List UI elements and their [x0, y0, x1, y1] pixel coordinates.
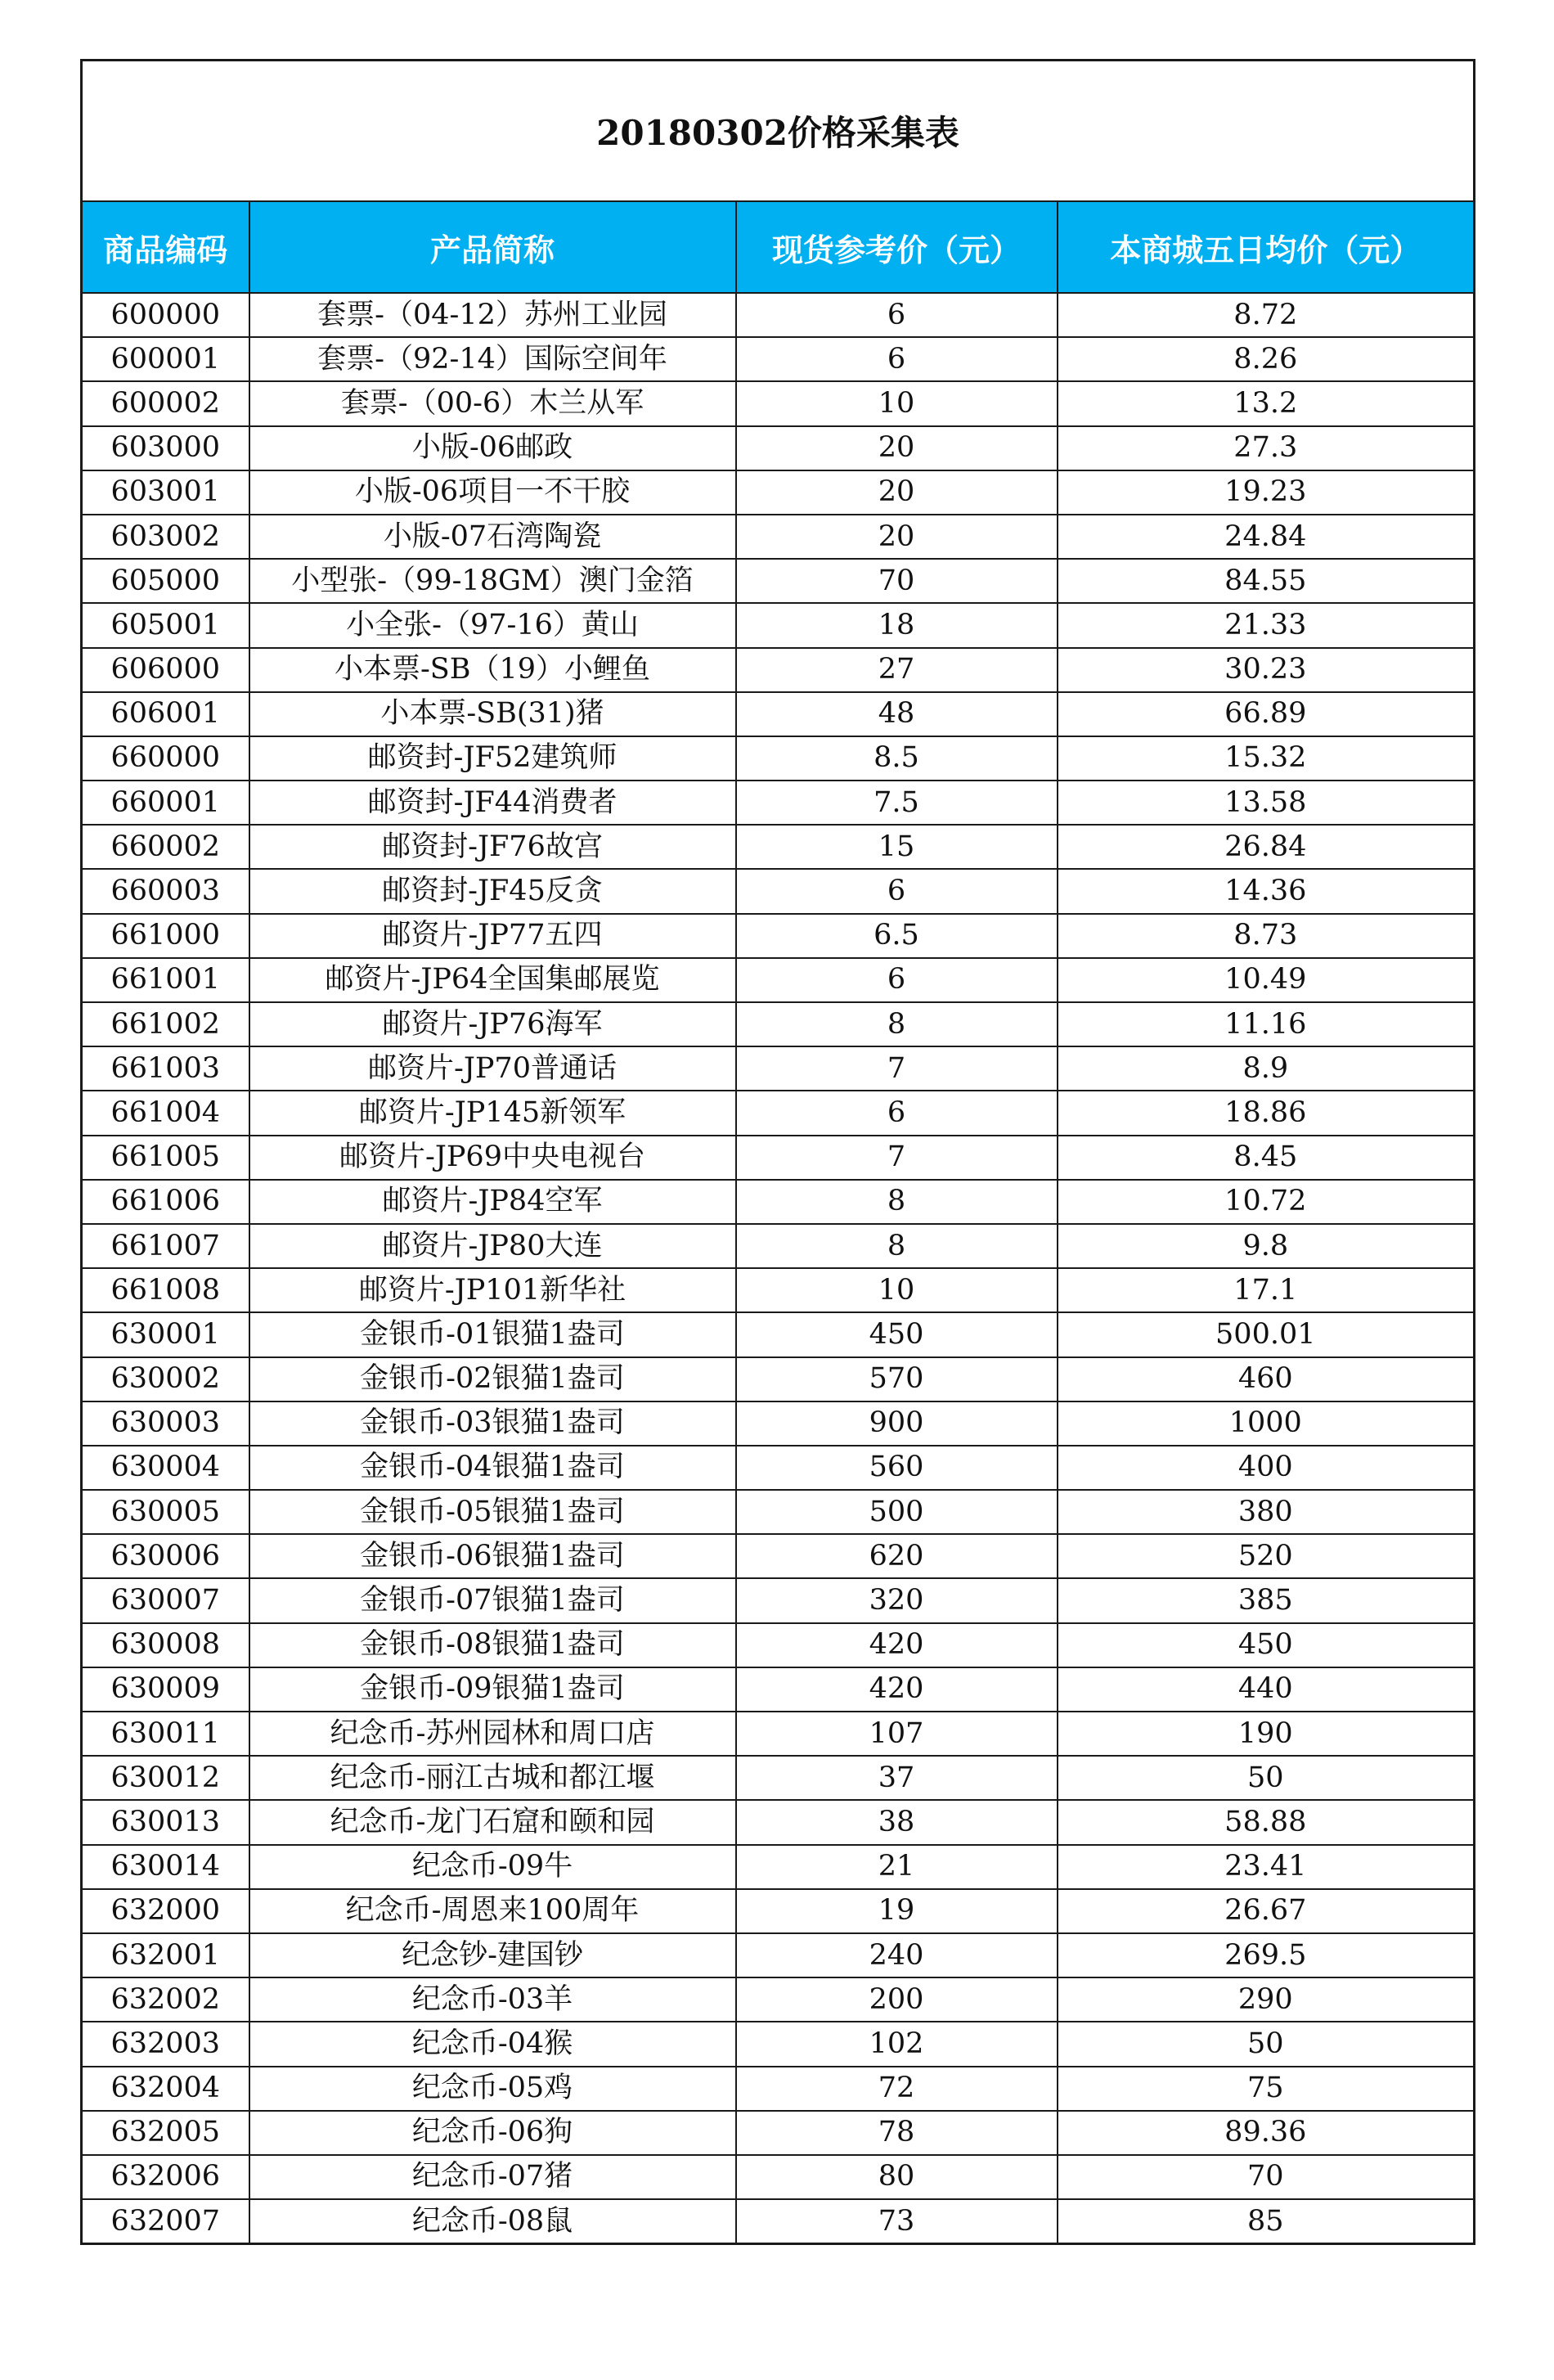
- table-row: [82, 1933, 1475, 1977]
- header-row: [82, 201, 1475, 293]
- cell-product-code: 630012: [82, 1756, 249, 1800]
- cell-five-day-avg: 10.72: [1058, 1180, 1475, 1224]
- cell-spot-price: 20: [736, 515, 1058, 559]
- cell-product-code: 660001: [82, 781, 249, 825]
- cell-product-name: 邮资片-JP77五四: [249, 914, 736, 958]
- cell-five-day-avg: 11.16: [1058, 1002, 1475, 1046]
- cell-product-name: 小本票-SB(31)猪: [249, 692, 736, 736]
- cell-spot-price: 6: [736, 1091, 1058, 1135]
- cell-five-day-avg: 9.8: [1058, 1224, 1475, 1268]
- cell-product-code: 600000: [82, 293, 249, 337]
- cell-spot-price: 37: [736, 1756, 1058, 1800]
- cell-spot-price: 8: [736, 1180, 1058, 1224]
- cell-spot-price: 8.5: [736, 736, 1058, 781]
- header-five-day-avg: 本商城五日均价（元）: [1058, 201, 1475, 293]
- cell-product-code: 600002: [82, 381, 249, 425]
- cell-product-name: 小版-06项目一不干胶: [249, 470, 736, 515]
- cell-product-code: 603000: [82, 426, 249, 470]
- table-row: [82, 2155, 1475, 2199]
- cell-product-code: 661005: [82, 1136, 249, 1180]
- cell-five-day-avg: 8.45: [1058, 1136, 1475, 1180]
- cell-five-day-avg: 8.73: [1058, 914, 1475, 958]
- table-row: [82, 692, 1475, 736]
- cell-product-code: 632007: [82, 2199, 249, 2244]
- cell-product-name: 邮资片-JP64全国集邮展览: [249, 958, 736, 1002]
- cell-product-code: 661006: [82, 1180, 249, 1224]
- cell-product-code: 632006: [82, 2155, 249, 2199]
- table-row: [82, 1180, 1475, 1224]
- cell-spot-price: 6: [736, 337, 1058, 381]
- cell-product-name: 邮资片-JP145新领军: [249, 1091, 736, 1135]
- table-row: [82, 648, 1475, 692]
- cell-product-code: 630006: [82, 1534, 249, 1578]
- cell-spot-price: 420: [736, 1623, 1058, 1667]
- cell-five-day-avg: 8.9: [1058, 1046, 1475, 1091]
- table-row: [82, 1534, 1475, 1578]
- cell-five-day-avg: 385: [1058, 1578, 1475, 1622]
- cell-product-name: 小全张-（97-16）黄山: [249, 603, 736, 647]
- cell-product-code: 661002: [82, 1002, 249, 1046]
- table-row: [82, 515, 1475, 559]
- cell-product-name: 金银币-02银猫1盎司: [249, 1357, 736, 1401]
- table-row: [82, 1268, 1475, 1312]
- cell-product-name: 邮资封-JF52建筑师: [249, 736, 736, 781]
- cell-product-code: 630005: [82, 1490, 249, 1534]
- cell-product-name: 纪念币-07猪: [249, 2155, 736, 2199]
- table-row: [82, 1357, 1475, 1401]
- table-row: [82, 1446, 1475, 1490]
- cell-product-name: 金银币-08银猫1盎司: [249, 1623, 736, 1667]
- table-row: [82, 1312, 1475, 1356]
- table-row: [82, 1578, 1475, 1622]
- cell-product-name: 纪念币-04猴: [249, 2022, 736, 2066]
- cell-product-name: 邮资片-JP84空军: [249, 1180, 736, 1224]
- cell-product-code: 661001: [82, 958, 249, 1002]
- cell-five-day-avg: 10.49: [1058, 958, 1475, 1002]
- table-row: [82, 1845, 1475, 1889]
- table-row: [82, 869, 1475, 913]
- cell-product-code: 660000: [82, 736, 249, 781]
- cell-product-code: 660002: [82, 825, 249, 869]
- cell-spot-price: 7.5: [736, 781, 1058, 825]
- cell-product-code: 630011: [82, 1712, 249, 1756]
- cell-product-code: 661008: [82, 1268, 249, 1312]
- cell-spot-price: 570: [736, 1357, 1058, 1401]
- cell-spot-price: 6: [736, 869, 1058, 913]
- cell-product-name: 纪念币-苏州园林和周口店: [249, 1712, 736, 1756]
- cell-product-name: 邮资封-JF76故宫: [249, 825, 736, 869]
- cell-spot-price: 7: [736, 1136, 1058, 1180]
- cell-product-code: 630009: [82, 1667, 249, 1712]
- cell-product-name: 套票-（04-12）苏州工业园: [249, 293, 736, 337]
- cell-spot-price: 107: [736, 1712, 1058, 1756]
- cell-spot-price: 78: [736, 2111, 1058, 2155]
- table-row: [82, 2199, 1475, 2244]
- cell-spot-price: 6: [736, 293, 1058, 337]
- header-spot-price: 现货参考价（元）: [736, 201, 1058, 293]
- cell-five-day-avg: 1000: [1058, 1401, 1475, 1446]
- cell-five-day-avg: 17.1: [1058, 1268, 1475, 1312]
- cell-spot-price: 18: [736, 603, 1058, 647]
- cell-five-day-avg: 450: [1058, 1623, 1475, 1667]
- table-row: [82, 1712, 1475, 1756]
- cell-product-name: 纪念币-丽江古城和都江堰: [249, 1756, 736, 1800]
- cell-spot-price: 48: [736, 692, 1058, 736]
- cell-five-day-avg: 14.36: [1058, 869, 1475, 913]
- table-title: 20180302价格采集表: [82, 61, 1475, 202]
- cell-spot-price: 27: [736, 648, 1058, 692]
- cell-spot-price: 21: [736, 1845, 1058, 1889]
- cell-spot-price: 320: [736, 1578, 1058, 1622]
- cell-five-day-avg: 13.58: [1058, 781, 1475, 825]
- cell-product-name: 纪念币-03羊: [249, 1977, 736, 2022]
- cell-product-code: 660003: [82, 869, 249, 913]
- cell-spot-price: 38: [736, 1800, 1058, 1844]
- cell-five-day-avg: 75: [1058, 2067, 1475, 2111]
- cell-product-name: 纪念币-09牛: [249, 1845, 736, 1889]
- cell-five-day-avg: 26.84: [1058, 825, 1475, 869]
- table-row: [82, 2067, 1475, 2111]
- table-row: [82, 1224, 1475, 1268]
- cell-spot-price: 7: [736, 1046, 1058, 1091]
- cell-five-day-avg: 26.67: [1058, 1889, 1475, 1933]
- cell-product-code: 630003: [82, 1401, 249, 1446]
- cell-spot-price: 80: [736, 2155, 1058, 2199]
- cell-five-day-avg: 85: [1058, 2199, 1475, 2244]
- cell-product-code: 605000: [82, 559, 249, 603]
- cell-product-name: 金银币-07银猫1盎司: [249, 1578, 736, 1622]
- table-row: [82, 825, 1475, 869]
- table-row: [82, 781, 1475, 825]
- cell-product-code: 630001: [82, 1312, 249, 1356]
- cell-five-day-avg: 500.01: [1058, 1312, 1475, 1356]
- cell-spot-price: 102: [736, 2022, 1058, 2066]
- cell-product-code: 630014: [82, 1845, 249, 1889]
- cell-product-name: 金银币-01银猫1盎司: [249, 1312, 736, 1356]
- table-row: [82, 914, 1475, 958]
- cell-five-day-avg: 89.36: [1058, 2111, 1475, 2155]
- table-row: [82, 1889, 1475, 1933]
- cell-product-code: 630008: [82, 1623, 249, 1667]
- cell-product-name: 纪念币-龙门石窟和颐和园: [249, 1800, 736, 1844]
- cell-five-day-avg: 269.5: [1058, 1933, 1475, 1977]
- cell-five-day-avg: 19.23: [1058, 470, 1475, 515]
- cell-product-code: 632002: [82, 1977, 249, 2022]
- cell-product-code: 661004: [82, 1091, 249, 1135]
- cell-spot-price: 8: [736, 1002, 1058, 1046]
- table-row: [82, 1667, 1475, 1712]
- table-row: [82, 559, 1475, 603]
- header-product-code: 商品编码: [82, 201, 249, 293]
- table-body: [82, 293, 1475, 2244]
- cell-spot-price: 240: [736, 1933, 1058, 1977]
- cell-spot-price: 6.5: [736, 914, 1058, 958]
- title-row: [82, 61, 1475, 202]
- cell-five-day-avg: 70: [1058, 2155, 1475, 2199]
- table-row: [82, 1046, 1475, 1091]
- table-row: [82, 1977, 1475, 2022]
- cell-five-day-avg: 290: [1058, 1977, 1475, 2022]
- cell-five-day-avg: 15.32: [1058, 736, 1475, 781]
- cell-spot-price: 15: [736, 825, 1058, 869]
- cell-five-day-avg: 21.33: [1058, 603, 1475, 647]
- table-row: [82, 381, 1475, 425]
- cell-product-name: 小版-07石湾陶瓷: [249, 515, 736, 559]
- cell-spot-price: 500: [736, 1490, 1058, 1534]
- cell-five-day-avg: 24.84: [1058, 515, 1475, 559]
- table-row: [82, 293, 1475, 337]
- cell-spot-price: 73: [736, 2199, 1058, 2244]
- cell-product-name: 邮资片-JP69中央电视台: [249, 1136, 736, 1180]
- cell-product-code: 630013: [82, 1800, 249, 1844]
- cell-product-name: 小本票-SB（19）小鲤鱼: [249, 648, 736, 692]
- cell-spot-price: 20: [736, 470, 1058, 515]
- cell-spot-price: 420: [736, 1667, 1058, 1712]
- cell-spot-price: 620: [736, 1534, 1058, 1578]
- table-row: [82, 1800, 1475, 1844]
- cell-spot-price: 19: [736, 1889, 1058, 1933]
- cell-five-day-avg: 460: [1058, 1357, 1475, 1401]
- cell-product-code: 606000: [82, 648, 249, 692]
- cell-spot-price: 8: [736, 1224, 1058, 1268]
- cell-product-name: 金银币-05银猫1盎司: [249, 1490, 736, 1534]
- cell-five-day-avg: 8.72: [1058, 293, 1475, 337]
- table-row: [82, 337, 1475, 381]
- table-row: [82, 958, 1475, 1002]
- cell-five-day-avg: 8.26: [1058, 337, 1475, 381]
- cell-five-day-avg: 190: [1058, 1712, 1475, 1756]
- table-row: [82, 1136, 1475, 1180]
- cell-spot-price: 70: [736, 559, 1058, 603]
- table-row: [82, 1623, 1475, 1667]
- cell-five-day-avg: 50: [1058, 1756, 1475, 1800]
- cell-spot-price: 10: [736, 1268, 1058, 1312]
- cell-spot-price: 560: [736, 1446, 1058, 1490]
- cell-five-day-avg: 13.2: [1058, 381, 1475, 425]
- cell-product-code: 632005: [82, 2111, 249, 2155]
- cell-product-code: 661003: [82, 1046, 249, 1091]
- cell-product-name: 邮资封-JF44消费者: [249, 781, 736, 825]
- cell-five-day-avg: 23.41: [1058, 1845, 1475, 1889]
- cell-five-day-avg: 30.23: [1058, 648, 1475, 692]
- table-row: [82, 1490, 1475, 1534]
- cell-spot-price: 20: [736, 426, 1058, 470]
- cell-product-code: 630004: [82, 1446, 249, 1490]
- cell-product-name: 纪念币-05鸡: [249, 2067, 736, 2111]
- table-row: [82, 2022, 1475, 2066]
- cell-spot-price: 450: [736, 1312, 1058, 1356]
- cell-product-name: 小版-06邮政: [249, 426, 736, 470]
- table-row: [82, 603, 1475, 647]
- cell-product-code: 632001: [82, 1933, 249, 1977]
- cell-spot-price: 72: [736, 2067, 1058, 2111]
- cell-product-name: 邮资片-JP70普通话: [249, 1046, 736, 1091]
- cell-five-day-avg: 380: [1058, 1490, 1475, 1534]
- cell-product-name: 套票-（92-14）国际空间年: [249, 337, 736, 381]
- cell-spot-price: 900: [736, 1401, 1058, 1446]
- cell-product-code: 630007: [82, 1578, 249, 1622]
- table-row: [82, 426, 1475, 470]
- cell-product-code: 606001: [82, 692, 249, 736]
- cell-product-name: 邮资片-JP101新华社: [249, 1268, 736, 1312]
- cell-product-name: 邮资片-JP76海军: [249, 1002, 736, 1046]
- cell-five-day-avg: 440: [1058, 1667, 1475, 1712]
- cell-product-name: 邮资封-JF45反贪: [249, 869, 736, 913]
- table-row: [82, 1091, 1475, 1135]
- table-row: [82, 1002, 1475, 1046]
- cell-product-code: 600001: [82, 337, 249, 381]
- cell-five-day-avg: 58.88: [1058, 1800, 1475, 1844]
- cell-five-day-avg: 50: [1058, 2022, 1475, 2066]
- table-row: [82, 1756, 1475, 1800]
- cell-product-code: 603002: [82, 515, 249, 559]
- cell-product-name: 金银币-09银猫1盎司: [249, 1667, 736, 1712]
- cell-five-day-avg: 18.86: [1058, 1091, 1475, 1135]
- cell-product-code: 603001: [82, 470, 249, 515]
- header-product-name: 产品简称: [249, 201, 736, 293]
- cell-product-name: 纪念币-06狗: [249, 2111, 736, 2155]
- cell-spot-price: 10: [736, 381, 1058, 425]
- cell-product-code: 632004: [82, 2067, 249, 2111]
- cell-product-name: 纪念币-周恩来100周年: [249, 1889, 736, 1933]
- table-row: [82, 470, 1475, 515]
- cell-product-code: 661000: [82, 914, 249, 958]
- cell-product-name: 小型张-（99-18GM）澳门金箔: [249, 559, 736, 603]
- cell-five-day-avg: 66.89: [1058, 692, 1475, 736]
- cell-product-name: 金银币-04银猫1盎司: [249, 1446, 736, 1490]
- cell-product-name: 金银币-06银猫1盎司: [249, 1534, 736, 1578]
- table-row: [82, 1401, 1475, 1446]
- cell-product-code: 632000: [82, 1889, 249, 1933]
- cell-five-day-avg: 84.55: [1058, 559, 1475, 603]
- cell-product-name: 纪念币-08鼠: [249, 2199, 736, 2244]
- cell-five-day-avg: 27.3: [1058, 426, 1475, 470]
- cell-product-code: 661007: [82, 1224, 249, 1268]
- cell-spot-price: 6: [736, 958, 1058, 1002]
- cell-product-name: 纪念钞-建国钞: [249, 1933, 736, 1977]
- cell-product-code: 630002: [82, 1357, 249, 1401]
- cell-product-name: 金银币-03银猫1盎司: [249, 1401, 736, 1446]
- cell-five-day-avg: 520: [1058, 1534, 1475, 1578]
- cell-product-code: 632003: [82, 2022, 249, 2066]
- cell-five-day-avg: 400: [1058, 1446, 1475, 1490]
- cell-product-code: 605001: [82, 603, 249, 647]
- cell-product-name: 套票-（00-6）木兰从军: [249, 381, 736, 425]
- cell-spot-price: 200: [736, 1977, 1058, 2022]
- table-row: [82, 2111, 1475, 2155]
- cell-product-name: 邮资片-JP80大连: [249, 1224, 736, 1268]
- table-row: [82, 736, 1475, 781]
- price-table: [80, 59, 1475, 2245]
